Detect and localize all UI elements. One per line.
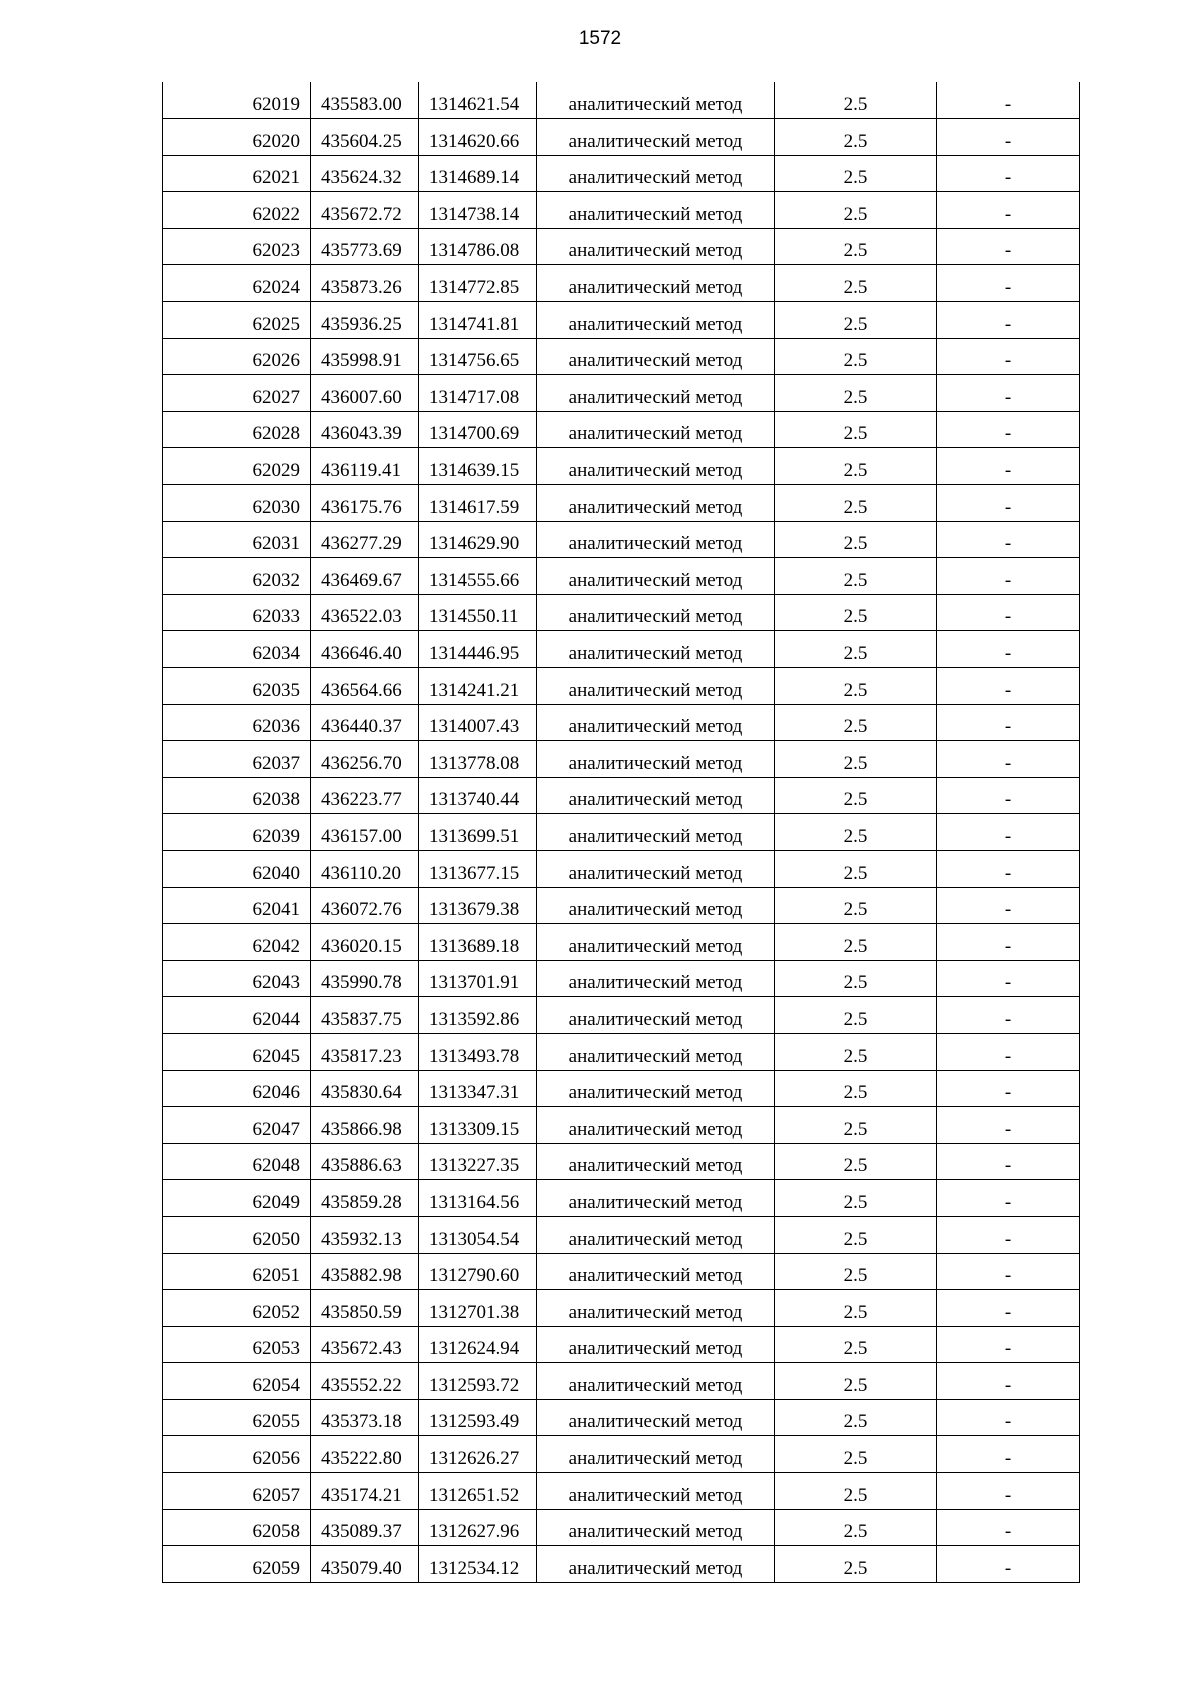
y-coordinate-cell: 1314772.85 xyxy=(419,265,537,302)
table-row xyxy=(163,1070,1080,1107)
x-coordinate-cell: 435222.80 xyxy=(311,1436,419,1473)
x-coordinate-cell: 435817.23 xyxy=(311,1033,419,1070)
y-coordinate-cell: 1312701.38 xyxy=(419,1290,537,1327)
accuracy-cell: 2.5 xyxy=(775,228,937,265)
point-number-cell: 62026 xyxy=(163,338,311,375)
method-cell: аналитический метод xyxy=(537,814,775,851)
table-row xyxy=(163,960,1080,997)
note-cell: - xyxy=(937,668,1080,705)
point-number-cell: 62021 xyxy=(163,155,311,192)
method-cell: аналитический метод xyxy=(537,850,775,887)
method-cell: аналитический метод xyxy=(537,155,775,192)
note-cell: - xyxy=(937,1509,1080,1546)
table-row xyxy=(163,521,1080,558)
x-coordinate-cell: 436110.20 xyxy=(311,850,419,887)
note-cell: - xyxy=(937,228,1080,265)
point-number-cell: 62049 xyxy=(163,1180,311,1217)
point-number-cell: 62027 xyxy=(163,375,311,412)
table-row xyxy=(163,1143,1080,1180)
method-cell: аналитический метод xyxy=(537,1473,775,1510)
y-coordinate-cell: 1314786.08 xyxy=(419,228,537,265)
method-cell: аналитический метод xyxy=(537,192,775,229)
table-row xyxy=(163,814,1080,851)
method-cell: аналитический метод xyxy=(537,1180,775,1217)
method-cell: аналитический метод xyxy=(537,924,775,961)
point-number-cell: 62048 xyxy=(163,1143,311,1180)
x-coordinate-cell: 436020.15 xyxy=(311,924,419,961)
table-row xyxy=(163,1033,1080,1070)
accuracy-cell: 2.5 xyxy=(775,302,937,339)
accuracy-cell: 2.5 xyxy=(775,411,937,448)
table-row xyxy=(163,119,1080,156)
y-coordinate-cell: 1314639.15 xyxy=(419,448,537,485)
method-cell: аналитический метод xyxy=(537,1436,775,1473)
method-cell: аналитический метод xyxy=(537,302,775,339)
accuracy-cell: 2.5 xyxy=(775,119,937,156)
table-row xyxy=(163,265,1080,302)
note-cell: - xyxy=(937,521,1080,558)
accuracy-cell: 2.5 xyxy=(775,668,937,705)
table-row xyxy=(163,192,1080,229)
point-number-cell: 62045 xyxy=(163,1033,311,1070)
x-coordinate-cell: 435866.98 xyxy=(311,1107,419,1144)
table-row xyxy=(163,485,1080,522)
method-cell: аналитический метод xyxy=(537,777,775,814)
point-number-cell: 62022 xyxy=(163,192,311,229)
point-number-cell: 62050 xyxy=(163,1216,311,1253)
table-row xyxy=(163,558,1080,595)
point-number-cell: 62040 xyxy=(163,850,311,887)
x-coordinate-cell: 436007.60 xyxy=(311,375,419,412)
accuracy-cell: 2.5 xyxy=(775,1326,937,1363)
point-number-cell: 62056 xyxy=(163,1436,311,1473)
x-coordinate-cell: 435174.21 xyxy=(311,1473,419,1510)
x-coordinate-cell: 436440.37 xyxy=(311,704,419,741)
note-cell: - xyxy=(937,1473,1080,1510)
accuracy-cell: 2.5 xyxy=(775,1253,937,1290)
y-coordinate-cell: 1312627.96 xyxy=(419,1509,537,1546)
accuracy-cell: 2.5 xyxy=(775,155,937,192)
x-coordinate-cell: 436256.70 xyxy=(311,741,419,778)
note-cell: - xyxy=(937,485,1080,522)
x-coordinate-cell: 436564.66 xyxy=(311,668,419,705)
note-cell: - xyxy=(937,960,1080,997)
note-cell: - xyxy=(937,302,1080,339)
method-cell: аналитический метод xyxy=(537,1253,775,1290)
accuracy-cell: 2.5 xyxy=(775,1216,937,1253)
accuracy-cell: 2.5 xyxy=(775,997,937,1034)
y-coordinate-cell: 1312624.94 xyxy=(419,1326,537,1363)
note-cell: - xyxy=(937,887,1080,924)
table-row xyxy=(163,448,1080,485)
point-number-cell: 62024 xyxy=(163,265,311,302)
y-coordinate-cell: 1313164.56 xyxy=(419,1180,537,1217)
note-cell: - xyxy=(937,338,1080,375)
method-cell: аналитический метод xyxy=(537,1399,775,1436)
y-coordinate-cell: 1314689.14 xyxy=(419,155,537,192)
note-cell: - xyxy=(937,265,1080,302)
accuracy-cell: 2.5 xyxy=(775,375,937,412)
x-coordinate-cell: 435089.37 xyxy=(311,1509,419,1546)
y-coordinate-cell: 1314620.66 xyxy=(419,119,537,156)
point-number-cell: 62042 xyxy=(163,924,311,961)
method-cell: аналитический метод xyxy=(537,485,775,522)
x-coordinate-cell: 436043.39 xyxy=(311,411,419,448)
method-cell: аналитический метод xyxy=(537,1363,775,1400)
point-number-cell: 62028 xyxy=(163,411,311,448)
note-cell: - xyxy=(937,192,1080,229)
table-row xyxy=(163,668,1080,705)
table-row xyxy=(163,1509,1080,1546)
table-row xyxy=(163,155,1080,192)
y-coordinate-cell: 1313699.51 xyxy=(419,814,537,851)
y-coordinate-cell: 1312790.60 xyxy=(419,1253,537,1290)
table-row xyxy=(163,1253,1080,1290)
x-coordinate-cell: 436157.00 xyxy=(311,814,419,851)
point-number-cell: 62046 xyxy=(163,1070,311,1107)
x-coordinate-cell: 435990.78 xyxy=(311,960,419,997)
y-coordinate-cell: 1314446.95 xyxy=(419,631,537,668)
x-coordinate-cell: 435604.25 xyxy=(311,119,419,156)
point-number-cell: 62019 xyxy=(163,82,311,119)
note-cell: - xyxy=(937,119,1080,156)
note-cell: - xyxy=(937,741,1080,778)
accuracy-cell: 2.5 xyxy=(775,82,937,119)
note-cell: - xyxy=(937,1033,1080,1070)
x-coordinate-cell: 435672.72 xyxy=(311,192,419,229)
table-row xyxy=(163,777,1080,814)
note-cell: - xyxy=(937,850,1080,887)
y-coordinate-cell: 1313592.86 xyxy=(419,997,537,1034)
page-number: 1572 xyxy=(578,28,622,49)
table-row xyxy=(163,1107,1080,1144)
point-number-cell: 62020 xyxy=(163,119,311,156)
note-cell: - xyxy=(937,777,1080,814)
note-cell: - xyxy=(937,1216,1080,1253)
y-coordinate-cell: 1314738.14 xyxy=(419,192,537,229)
y-coordinate-cell: 1312593.72 xyxy=(419,1363,537,1400)
accuracy-cell: 2.5 xyxy=(775,1546,937,1583)
method-cell: аналитический метод xyxy=(537,1290,775,1327)
point-number-cell: 62059 xyxy=(163,1546,311,1583)
point-number-cell: 62033 xyxy=(163,594,311,631)
x-coordinate-cell: 435873.26 xyxy=(311,265,419,302)
x-coordinate-cell: 436646.40 xyxy=(311,631,419,668)
point-number-cell: 62043 xyxy=(163,960,311,997)
y-coordinate-cell: 1313309.15 xyxy=(419,1107,537,1144)
point-number-cell: 62044 xyxy=(163,997,311,1034)
table-row xyxy=(163,1546,1080,1583)
y-coordinate-cell: 1314007.43 xyxy=(419,704,537,741)
method-cell: аналитический метод xyxy=(537,338,775,375)
table-row xyxy=(163,228,1080,265)
accuracy-cell: 2.5 xyxy=(775,338,937,375)
y-coordinate-cell: 1313701.91 xyxy=(419,960,537,997)
note-cell: - xyxy=(937,448,1080,485)
accuracy-cell: 2.5 xyxy=(775,265,937,302)
point-number-cell: 62055 xyxy=(163,1399,311,1436)
method-cell: аналитический метод xyxy=(537,1107,775,1144)
x-coordinate-cell: 435850.59 xyxy=(311,1290,419,1327)
note-cell: - xyxy=(937,155,1080,192)
table-row xyxy=(163,887,1080,924)
point-number-cell: 62037 xyxy=(163,741,311,778)
accuracy-cell: 2.5 xyxy=(775,1509,937,1546)
accuracy-cell: 2.5 xyxy=(775,850,937,887)
note-cell: - xyxy=(937,1143,1080,1180)
table-row xyxy=(163,411,1080,448)
point-number-cell: 62029 xyxy=(163,448,311,485)
table-row xyxy=(163,924,1080,961)
y-coordinate-cell: 1314621.54 xyxy=(419,82,537,119)
note-cell: - xyxy=(937,997,1080,1034)
y-coordinate-cell: 1312626.27 xyxy=(419,1436,537,1473)
accuracy-cell: 2.5 xyxy=(775,192,937,229)
y-coordinate-cell: 1313054.54 xyxy=(419,1216,537,1253)
table-row xyxy=(163,594,1080,631)
x-coordinate-cell: 436223.77 xyxy=(311,777,419,814)
accuracy-cell: 2.5 xyxy=(775,594,937,631)
point-number-cell: 62052 xyxy=(163,1290,311,1327)
y-coordinate-cell: 1313677.15 xyxy=(419,850,537,887)
x-coordinate-cell: 435773.69 xyxy=(311,228,419,265)
accuracy-cell: 2.5 xyxy=(775,558,937,595)
x-coordinate-cell: 435859.28 xyxy=(311,1180,419,1217)
y-coordinate-cell: 1313689.18 xyxy=(419,924,537,961)
method-cell: аналитический метод xyxy=(537,228,775,265)
point-number-cell: 62031 xyxy=(163,521,311,558)
method-cell: аналитический метод xyxy=(537,1326,775,1363)
y-coordinate-cell: 1314741.81 xyxy=(419,302,537,339)
accuracy-cell: 2.5 xyxy=(775,814,937,851)
point-number-cell: 62036 xyxy=(163,704,311,741)
accuracy-cell: 2.5 xyxy=(775,1107,937,1144)
note-cell: - xyxy=(937,924,1080,961)
accuracy-cell: 2.5 xyxy=(775,448,937,485)
note-cell: - xyxy=(937,1546,1080,1583)
note-cell: - xyxy=(937,704,1080,741)
table-row xyxy=(163,850,1080,887)
table-row xyxy=(163,1473,1080,1510)
y-coordinate-cell: 1313493.78 xyxy=(419,1033,537,1070)
note-cell: - xyxy=(937,1436,1080,1473)
accuracy-cell: 2.5 xyxy=(775,924,937,961)
note-cell: - xyxy=(937,1253,1080,1290)
point-number-cell: 62038 xyxy=(163,777,311,814)
accuracy-cell: 2.5 xyxy=(775,777,937,814)
note-cell: - xyxy=(937,1290,1080,1327)
method-cell: аналитический метод xyxy=(537,265,775,302)
point-number-cell: 62030 xyxy=(163,485,311,522)
accuracy-cell: 2.5 xyxy=(775,631,937,668)
y-coordinate-cell: 1313679.38 xyxy=(419,887,537,924)
y-coordinate-cell: 1314555.66 xyxy=(419,558,537,595)
accuracy-cell: 2.5 xyxy=(775,1070,937,1107)
x-coordinate-cell: 435552.22 xyxy=(311,1363,419,1400)
method-cell: аналитический метод xyxy=(537,741,775,778)
coordinates-table xyxy=(162,82,1080,1583)
y-coordinate-cell: 1313778.08 xyxy=(419,741,537,778)
point-number-cell: 62035 xyxy=(163,668,311,705)
method-cell: аналитический метод xyxy=(537,411,775,448)
x-coordinate-cell: 436277.29 xyxy=(311,521,419,558)
accuracy-cell: 2.5 xyxy=(775,1290,937,1327)
point-number-cell: 62057 xyxy=(163,1473,311,1510)
y-coordinate-cell: 1314617.59 xyxy=(419,485,537,522)
table-row xyxy=(163,631,1080,668)
table-row xyxy=(163,704,1080,741)
accuracy-cell: 2.5 xyxy=(775,1473,937,1510)
y-coordinate-cell: 1314700.69 xyxy=(419,411,537,448)
accuracy-cell: 2.5 xyxy=(775,1399,937,1436)
method-cell: аналитический метод xyxy=(537,119,775,156)
x-coordinate-cell: 436469.67 xyxy=(311,558,419,595)
accuracy-cell: 2.5 xyxy=(775,1180,937,1217)
note-cell: - xyxy=(937,1070,1080,1107)
note-cell: - xyxy=(937,1399,1080,1436)
y-coordinate-cell: 1313347.31 xyxy=(419,1070,537,1107)
x-coordinate-cell: 435837.75 xyxy=(311,997,419,1034)
method-cell: аналитический метод xyxy=(537,704,775,741)
note-cell: - xyxy=(937,411,1080,448)
method-cell: аналитический метод xyxy=(537,887,775,924)
x-coordinate-cell: 435830.64 xyxy=(311,1070,419,1107)
accuracy-cell: 2.5 xyxy=(775,1363,937,1400)
accuracy-cell: 2.5 xyxy=(775,1143,937,1180)
table-row xyxy=(163,375,1080,412)
accuracy-cell: 2.5 xyxy=(775,887,937,924)
x-coordinate-cell: 435932.13 xyxy=(311,1216,419,1253)
y-coordinate-cell: 1312534.12 xyxy=(419,1546,537,1583)
y-coordinate-cell: 1314756.65 xyxy=(419,338,537,375)
method-cell: аналитический метод xyxy=(537,1143,775,1180)
note-cell: - xyxy=(937,375,1080,412)
table-row xyxy=(163,338,1080,375)
x-coordinate-cell: 435886.63 xyxy=(311,1143,419,1180)
y-coordinate-cell: 1314629.90 xyxy=(419,521,537,558)
method-cell: аналитический метод xyxy=(537,997,775,1034)
y-coordinate-cell: 1312651.52 xyxy=(419,1473,537,1510)
method-cell: аналитический метод xyxy=(537,960,775,997)
method-cell: аналитический метод xyxy=(537,668,775,705)
table-row xyxy=(163,1399,1080,1436)
x-coordinate-cell: 436175.76 xyxy=(311,485,419,522)
table-row xyxy=(163,1216,1080,1253)
method-cell: аналитический метод xyxy=(537,1216,775,1253)
x-coordinate-cell: 435998.91 xyxy=(311,338,419,375)
table-row xyxy=(163,1436,1080,1473)
point-number-cell: 62041 xyxy=(163,887,311,924)
point-number-cell: 62053 xyxy=(163,1326,311,1363)
x-coordinate-cell: 436522.03 xyxy=(311,594,419,631)
point-number-cell: 62054 xyxy=(163,1363,311,1400)
x-coordinate-cell: 435079.40 xyxy=(311,1546,419,1583)
x-coordinate-cell: 435882.98 xyxy=(311,1253,419,1290)
x-coordinate-cell: 435583.00 xyxy=(311,82,419,119)
y-coordinate-cell: 1312593.49 xyxy=(419,1399,537,1436)
point-number-cell: 62023 xyxy=(163,228,311,265)
point-number-cell: 62039 xyxy=(163,814,311,851)
method-cell: аналитический метод xyxy=(537,1070,775,1107)
coordinates-table-body xyxy=(163,82,1080,1582)
note-cell: - xyxy=(937,82,1080,119)
method-cell: аналитический метод xyxy=(537,82,775,119)
y-coordinate-cell: 1313227.35 xyxy=(419,1143,537,1180)
x-coordinate-cell: 435373.18 xyxy=(311,1399,419,1436)
note-cell: - xyxy=(937,1180,1080,1217)
table-row xyxy=(163,997,1080,1034)
x-coordinate-cell: 435672.43 xyxy=(311,1326,419,1363)
x-coordinate-cell: 435936.25 xyxy=(311,302,419,339)
point-number-cell: 62047 xyxy=(163,1107,311,1144)
y-coordinate-cell: 1314717.08 xyxy=(419,375,537,412)
method-cell: аналитический метод xyxy=(537,1546,775,1583)
table-row xyxy=(163,1180,1080,1217)
method-cell: аналитический метод xyxy=(537,558,775,595)
table-row xyxy=(163,741,1080,778)
point-number-cell: 62051 xyxy=(163,1253,311,1290)
note-cell: - xyxy=(937,558,1080,595)
y-coordinate-cell: 1313740.44 xyxy=(419,777,537,814)
method-cell: аналитический метод xyxy=(537,375,775,412)
point-number-cell: 62058 xyxy=(163,1509,311,1546)
y-coordinate-cell: 1314241.21 xyxy=(419,668,537,705)
note-cell: - xyxy=(937,594,1080,631)
point-number-cell: 62025 xyxy=(163,302,311,339)
accuracy-cell: 2.5 xyxy=(775,704,937,741)
note-cell: - xyxy=(937,1107,1080,1144)
y-coordinate-cell: 1314550.11 xyxy=(419,594,537,631)
x-coordinate-cell: 436072.76 xyxy=(311,887,419,924)
method-cell: аналитический метод xyxy=(537,521,775,558)
method-cell: аналитический метод xyxy=(537,448,775,485)
table-row xyxy=(163,1326,1080,1363)
point-number-cell: 62034 xyxy=(163,631,311,668)
note-cell: - xyxy=(937,1326,1080,1363)
method-cell: аналитический метод xyxy=(537,631,775,668)
note-cell: - xyxy=(937,1363,1080,1400)
note-cell: - xyxy=(937,814,1080,851)
accuracy-cell: 2.5 xyxy=(775,1033,937,1070)
x-coordinate-cell: 436119.41 xyxy=(311,448,419,485)
accuracy-cell: 2.5 xyxy=(775,741,937,778)
x-coordinate-cell: 435624.32 xyxy=(311,155,419,192)
method-cell: аналитический метод xyxy=(537,1509,775,1546)
accuracy-cell: 2.5 xyxy=(775,1436,937,1473)
accuracy-cell: 2.5 xyxy=(775,521,937,558)
accuracy-cell: 2.5 xyxy=(775,485,937,522)
table-row xyxy=(163,302,1080,339)
table-row xyxy=(163,1290,1080,1327)
note-cell: - xyxy=(937,631,1080,668)
accuracy-cell: 2.5 xyxy=(775,960,937,997)
point-number-cell: 62032 xyxy=(163,558,311,595)
method-cell: аналитический метод xyxy=(537,594,775,631)
method-cell: аналитический метод xyxy=(537,1033,775,1070)
table-row xyxy=(163,1363,1080,1400)
table-row xyxy=(163,82,1080,119)
